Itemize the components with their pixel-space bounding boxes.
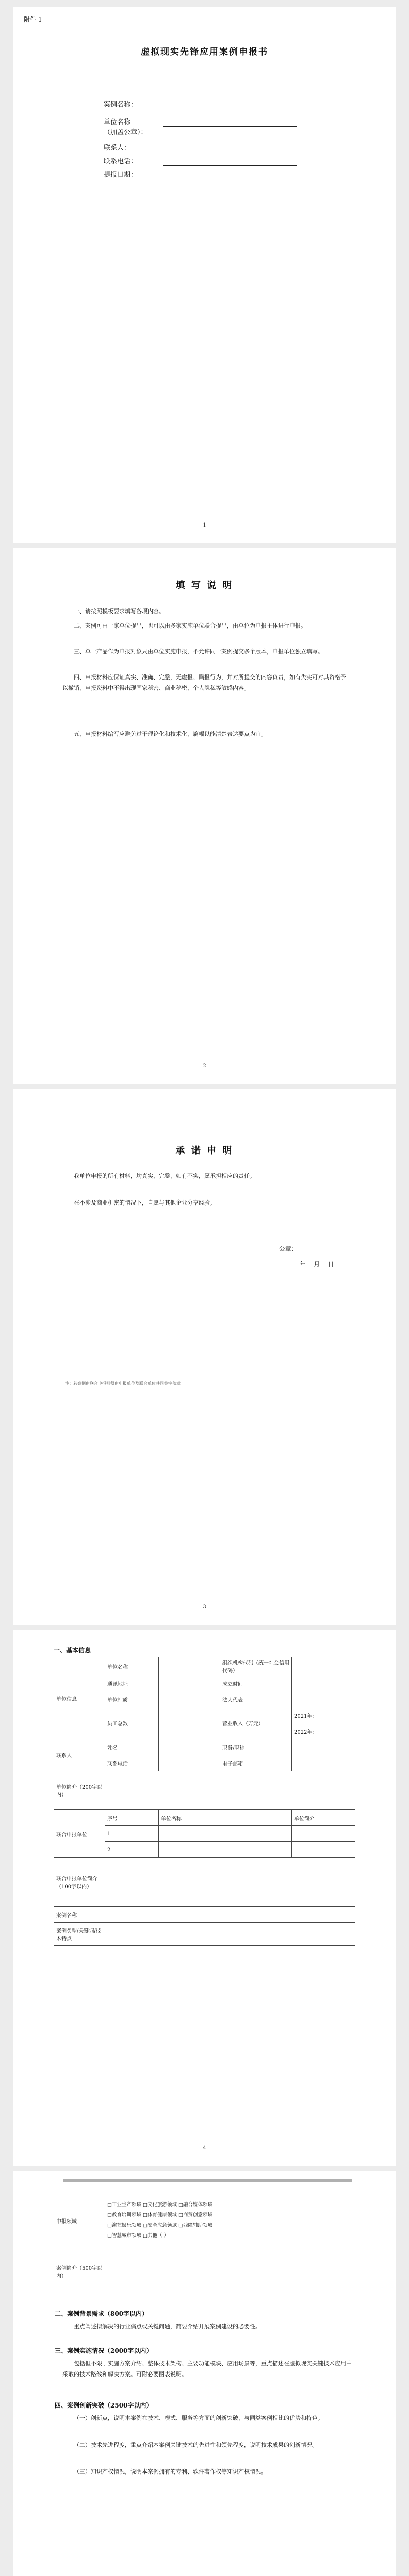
section-item: （二）技术先进程度，重点介绍本案例关键技术的先进性和领先程度，说明技术成果的创新情况。 bbox=[74, 2442, 318, 2448]
page-number: 2 bbox=[203, 1063, 206, 1069]
cell-value[interactable] bbox=[159, 1826, 292, 1842]
unit-name-line[interactable] bbox=[163, 126, 297, 127]
unit-name-label: 单位名称 bbox=[104, 118, 131, 126]
cell-value[interactable] bbox=[159, 1739, 220, 1755]
page-number: 3 bbox=[203, 1604, 206, 1610]
instruction-item: 五、申报材料编写应避免过于理论化和技术化，篇幅以能清楚表达要点为宜。 bbox=[74, 731, 267, 737]
contact-label: 联系人： bbox=[104, 144, 131, 152]
cell-value[interactable] bbox=[292, 1842, 355, 1858]
section-title: 一、基本信息 bbox=[54, 1647, 91, 1654]
partner-index: 1 bbox=[105, 1826, 159, 1842]
case-keywords-label: 案例类型/关键词/技术特点 bbox=[54, 1923, 105, 1946]
partner-index: 2 bbox=[105, 1842, 159, 1858]
cell-value[interactable]: 2022年： bbox=[292, 1723, 355, 1739]
cell-label: 姓名 bbox=[105, 1739, 159, 1755]
cell-value[interactable] bbox=[292, 1657, 355, 1675]
section-text: 包括但不限于实施方案介绍、整体技术架构、主要功能模块、应用场景等，重点描述在虚拟现实关键技术应用中采取的技术路线和解决方案。可附必要图表说明。 bbox=[62, 2360, 352, 2378]
instruction-item: 二、案例可由一家单位提出，也可以由多家实施单位联合提出，由单位为申报主体进行申报。 bbox=[74, 622, 306, 629]
date-line[interactable] bbox=[163, 178, 297, 179]
contact-line[interactable] bbox=[163, 151, 297, 152]
basic-info-page bbox=[13, 1630, 396, 2166]
cell-value[interactable] bbox=[159, 1675, 220, 1691]
cell-value[interactable] bbox=[159, 1657, 220, 1675]
case-intro-label: 案例简介（500字以内） bbox=[54, 2247, 105, 2296]
pledge-paragraph: 在不涉及商业机密的情况下，自愿与其他企业分享经验。 bbox=[74, 1199, 216, 1206]
instruction-item: 一、请按照模板要求填写各项内容。 bbox=[74, 608, 165, 615]
application-table bbox=[54, 2194, 355, 2296]
section-item: （一）创新点，说明本案例在技术、模式、服务等方面的创新突破，与同类案例相比的优势和特色。 bbox=[74, 2415, 323, 2421]
cover-page bbox=[13, 7, 396, 543]
domain-option-row[interactable]: □教育培训领域 □体育健康领域 □商贸创意领域 bbox=[107, 2212, 212, 2218]
page-number: 4 bbox=[203, 2145, 206, 2151]
page-number: 1 bbox=[203, 522, 206, 528]
case-name-field[interactable] bbox=[105, 1907, 355, 1923]
pledge-footnote: 注：若案例由联合申报则须由申报单位及联合单位共同签字盖章 bbox=[65, 1381, 181, 1386]
cell-label: 电子邮箱 bbox=[220, 1755, 292, 1771]
cell-value[interactable] bbox=[159, 1707, 220, 1739]
basic-info-table bbox=[54, 1657, 355, 1946]
cell-label: 组织机构代码（统一社会信用代码） bbox=[220, 1657, 292, 1675]
section-item: （三）知识产权情况，说明本案例拥有的专利、软件著作权等知识产权情况。 bbox=[74, 2468, 267, 2475]
cell-label: 职务/职称 bbox=[220, 1739, 292, 1755]
seal-label: （加盖公章）： bbox=[104, 129, 148, 137]
unit-intro-label: 单位简介（200字以内） bbox=[54, 1771, 105, 1810]
pledge-paragraph: 我单位申报的所有材料，均真实、完整，如有不实，愿承担相应的责任。 bbox=[74, 1173, 255, 1179]
cell-value[interactable] bbox=[292, 1826, 355, 1842]
domain-option-row[interactable]: □智慧城市领域 □其他（ ） bbox=[107, 2232, 169, 2239]
cell-label: 法人代表 bbox=[220, 1691, 292, 1707]
unit-info-label: 单位信息 bbox=[54, 1657, 105, 1739]
domain-options bbox=[105, 2194, 355, 2247]
cell-value[interactable] bbox=[292, 1675, 355, 1691]
detail-page bbox=[13, 2171, 396, 2576]
cover-title: 虚拟现实先锋应用案例申报书 bbox=[141, 47, 268, 57]
partner-header: 序号 bbox=[105, 1810, 159, 1826]
header-band bbox=[63, 2179, 352, 2182]
seal-label: 公章： bbox=[279, 1245, 298, 1252]
case-name-line[interactable] bbox=[163, 108, 297, 109]
cell-value[interactable] bbox=[292, 1755, 355, 1771]
instruction-item: 四、申报材料应保证真实、准确、完整，无虚报、瞒报行为，并对所提交的内容负责，如有失实可对其资格予以撤销，申报资料中不得出现国家秘密、商业秘密、个人隐私等敏感内容。 bbox=[62, 674, 346, 692]
domain-option-row[interactable]: □工业生产领域 □文化旅游领域 □融合媒体领域 bbox=[107, 2202, 212, 2208]
pledge-date: 年 月 日 bbox=[300, 1261, 334, 1268]
unit-intro-field[interactable] bbox=[105, 1771, 355, 1810]
instructions-title: 填 写 说 明 bbox=[175, 580, 234, 591]
cell-label: 通讯地址 bbox=[105, 1675, 159, 1691]
partner-intro-field[interactable] bbox=[105, 1858, 355, 1907]
partner-label: 联合申报单位 bbox=[54, 1810, 105, 1858]
cell-label: 成立时间 bbox=[220, 1675, 292, 1691]
section-title: 四、案例创新突破（2500字以内） bbox=[55, 2402, 153, 2409]
case-intro-field[interactable] bbox=[105, 2247, 355, 2296]
cell-value[interactable] bbox=[292, 1739, 355, 1755]
cell-value[interactable] bbox=[159, 1755, 220, 1771]
pledge-title: 承 诺 申 明 bbox=[175, 1145, 234, 1156]
partner-intro-label: 联合申报单位简介（100字以内） bbox=[54, 1858, 105, 1907]
cell-value[interactable] bbox=[292, 1691, 355, 1707]
section-title: 二、案例背景需求（800字以内） bbox=[55, 2310, 149, 2317]
pledge-page bbox=[13, 1089, 396, 1625]
cell-label: 单位名称 bbox=[105, 1657, 159, 1675]
cell-value[interactable] bbox=[159, 1842, 292, 1858]
partner-header: 单位简介 bbox=[292, 1810, 355, 1826]
cell-label: 单位性质 bbox=[105, 1691, 159, 1707]
cell-label: 营业收入（万元） bbox=[220, 1707, 292, 1739]
instructions-page bbox=[13, 548, 396, 1084]
partner-header: 单位名称 bbox=[159, 1810, 292, 1826]
domain-label: 申报领域 bbox=[54, 2194, 105, 2247]
case-name-label: 案例名称 bbox=[54, 1907, 105, 1923]
instruction-item: 三、单一产品作为申报对象只由单位实施申报，不允许同一案例提交多个版本，申报单位独立填写。 bbox=[74, 648, 323, 655]
cell-value[interactable]: 2021年： bbox=[292, 1707, 355, 1723]
section-title: 三、案例实施情况（2000字以内） bbox=[55, 2347, 153, 2354]
cell-label: 员工总数 bbox=[105, 1707, 159, 1739]
attachment-label: 附件 1 bbox=[24, 16, 42, 23]
contact-label: 联系人 bbox=[54, 1739, 105, 1771]
cell-label: 联系电话 bbox=[105, 1755, 159, 1771]
cell-value[interactable] bbox=[159, 1691, 220, 1707]
phone-line[interactable] bbox=[163, 165, 297, 166]
domain-option-row[interactable]: □演艺娱乐领域 □安全应急领域 □残障辅助领域 bbox=[107, 2223, 212, 2228]
date-label: 提报日期： bbox=[104, 171, 138, 179]
case-name-label: 案例名称： bbox=[104, 101, 138, 109]
case-keywords-field[interactable] bbox=[105, 1923, 355, 1946]
section-text: 重点阐述拟解决的行业痛点或关键问题，简要介绍开展案例建设的必要性。 bbox=[74, 2323, 261, 2330]
phone-label: 联系电话： bbox=[104, 158, 138, 165]
